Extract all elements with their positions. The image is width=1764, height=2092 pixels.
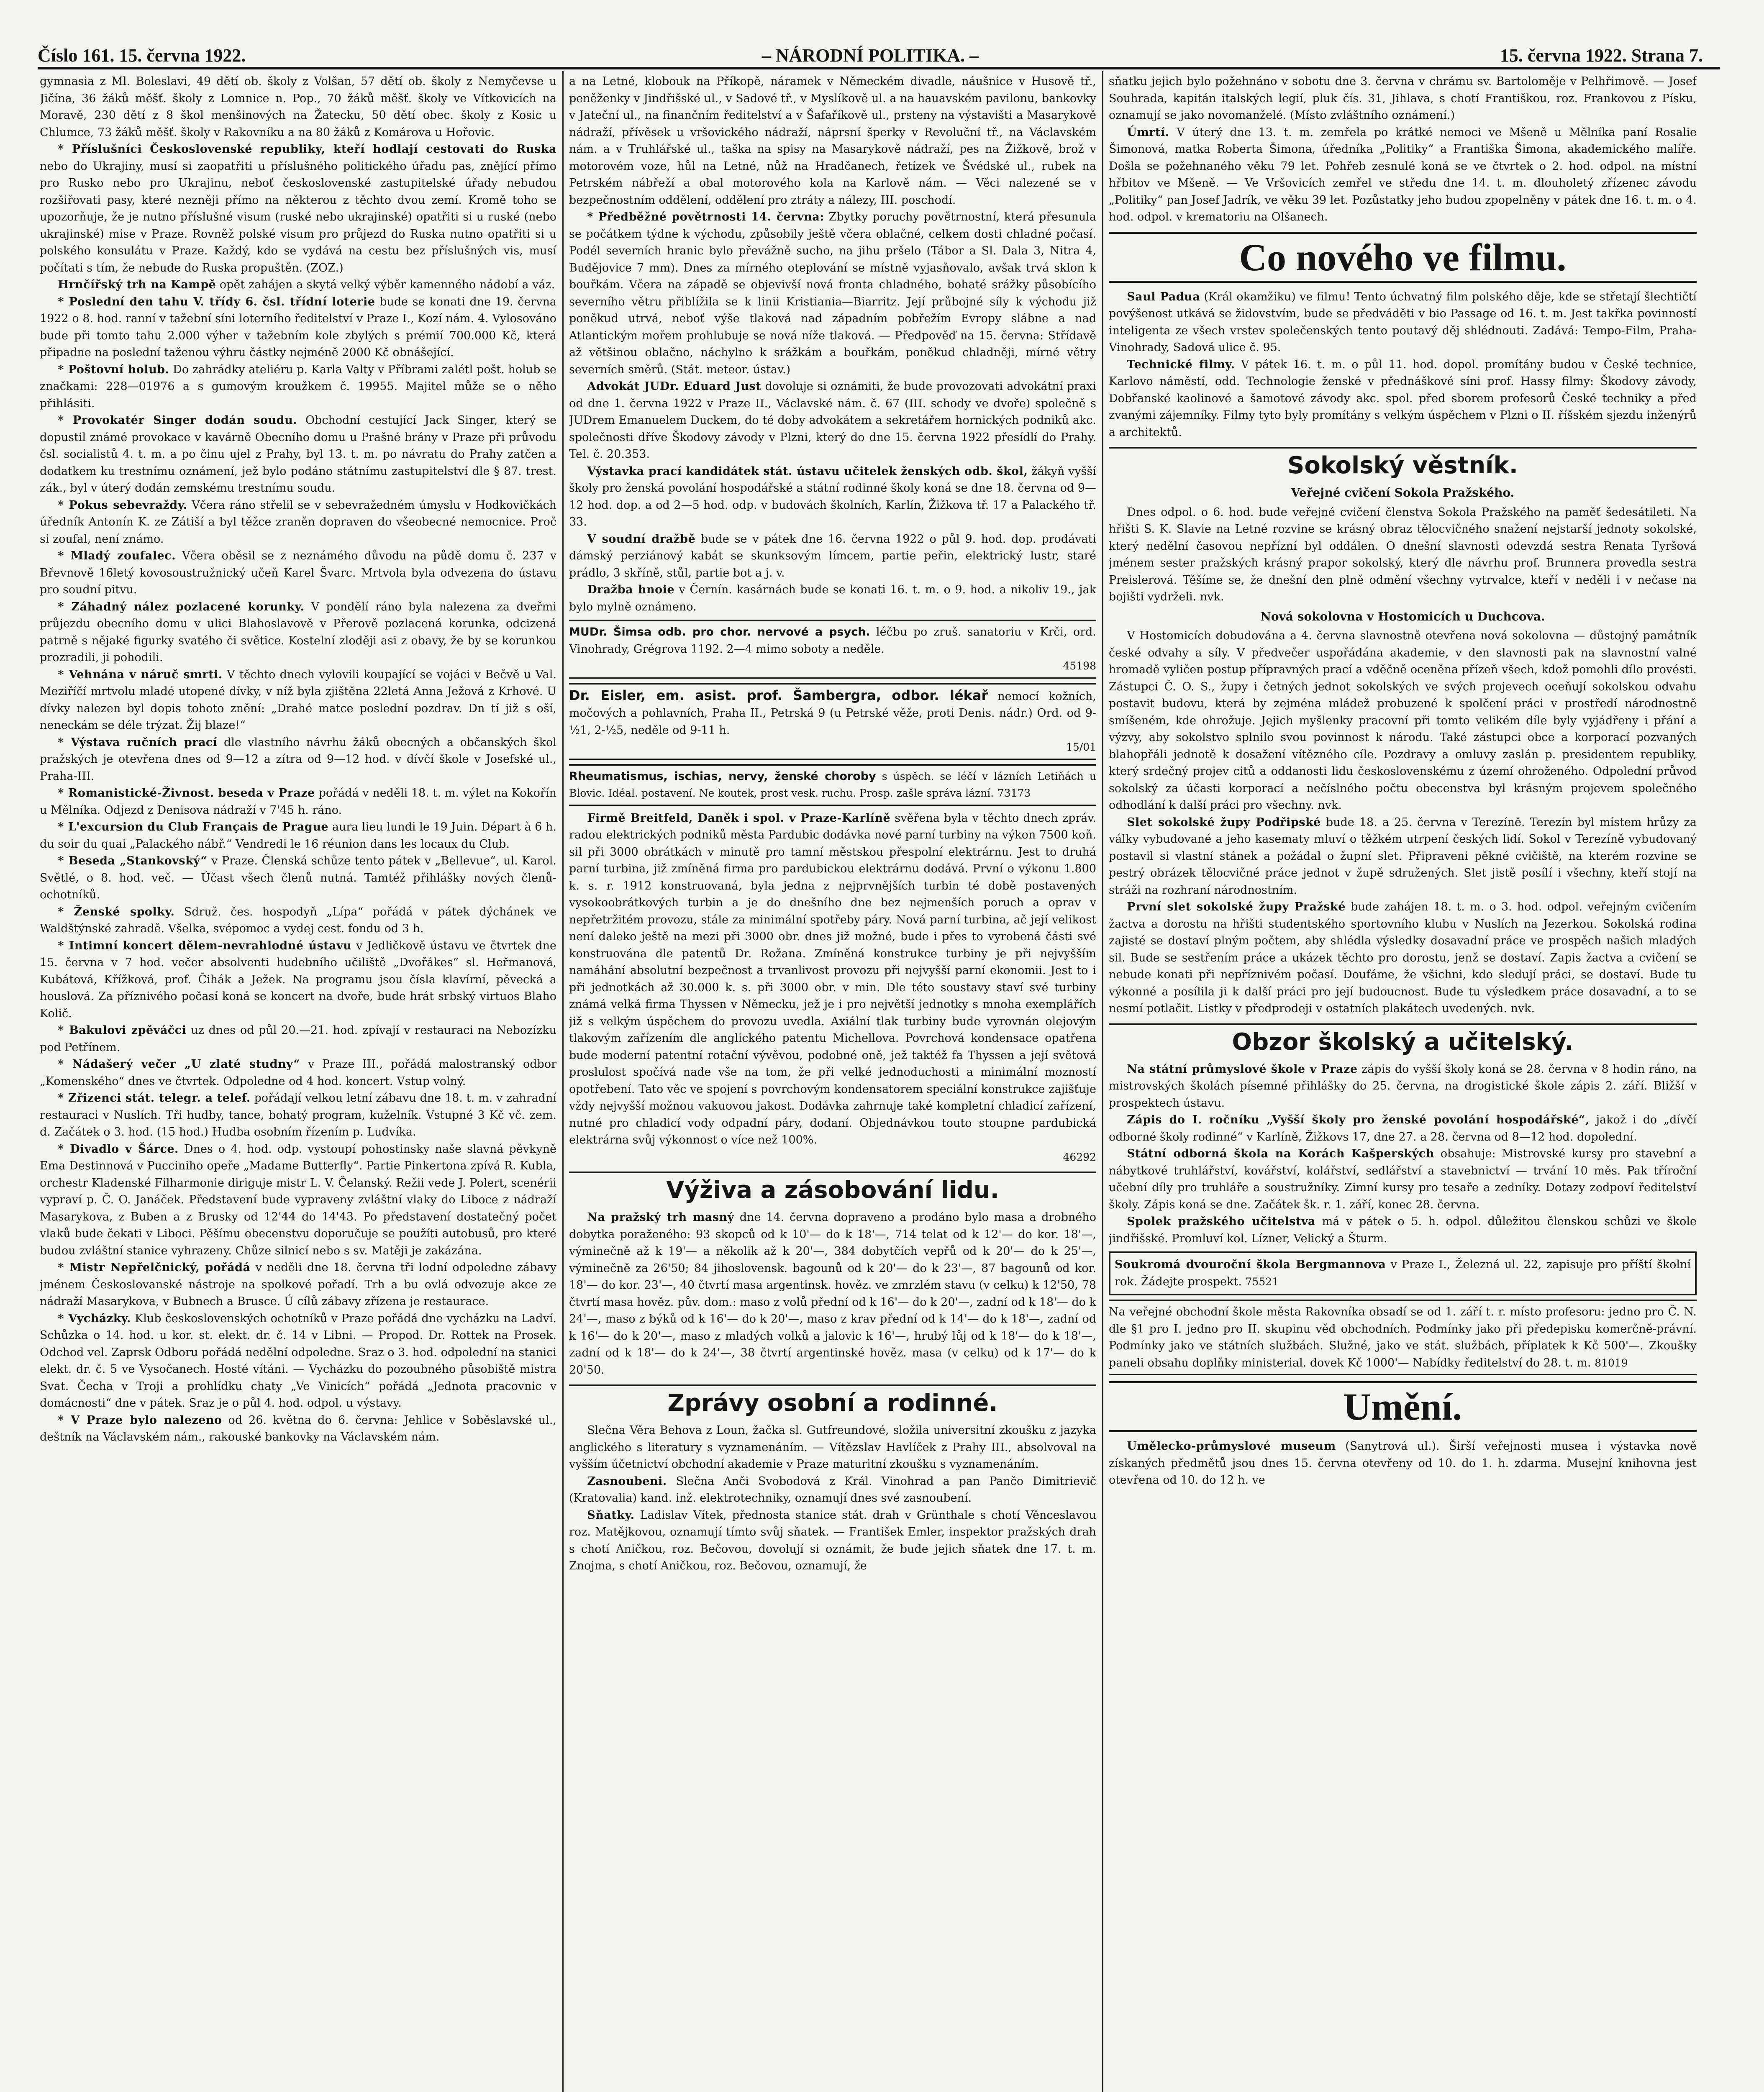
- news-item: Spolek pražského učitelstva má v pátek o 5. h. odpol. důležitou členskou schůzi ve škole jindřišské. Promluví kol. Lízner, Velický a Šturm.: [1109, 1215, 1697, 1245]
- column-1: [40, 73, 556, 2092]
- news-item: * V Praze bylo nalezeno od 26. května do 6. června: Jehlice v Soběslavské ul., deštník na Václavském nám., rakouské bankovky na Václavském nám.: [40, 1413, 556, 1443]
- news-item: Firmě Breitfeld, Daněk i spol. v Praze-Karlíně svěřena byla v těchto dnech zpráv. radou elektrických podniků města Pardubic dodávka nové parní turbiny na výkon 7500 koň. sil při 3000 obrátkách v minutě pro tamní městskou přespolní elektrárnu. Jest to druhá parní turbina, již zmíněná firma pro pardubickou elektrárnu dodává. První o výkonu 1.800 k. s. r. 1912 konstruovaná, byla jedna z nejprvnějších turbin té době postavených vysokoobrátkových turbin a je do dnešního dne bez nejmenších poruch a oprav v nepřetržitém provozu, stále za minimální spotřeby páry. Nová parní turbina, ač její velikost není daleko ještě na mezi při 3000 obr. dnes již možné, bude i přes to vyrobená části své konstruována dle patentů Dr. Rožana. Zmíněná konstrukce turbiny je při nejvyšším namáhání absolutní bezpečnost a trvanlivost provozu při nejvyšší parní ekonomii. Jest to i při jednotkách až 30.000 k. s. při 3000 obr. v min. Dle této soustavy staví své turbiny známá velká firma Thyssen v Německu, jež je i pro největší jednotky s mnoha exemplářích již s velkým úspěchem do provozu uvedla. Axiální tlak turbiny bude vyrovnán olejovým tlakovým zařízením dle anglického patentu Michellova. Povrchová kondensace opatřena bude moderní patentní rotační vývěvou, podobné oně, jež taktéž fa Thyssen a její světová proslulost spočívá nade vše na tom, že při velké jednoduchosti a minimální mozností opotřebení. Tato věc ve spojení s povrchovým kondensatorem speciální konstrukce zajišťuje vždy nejvyšší možnou vakuovou jakost. Dodávka zahrnuje také kompletní chladicí zařízení, nutné pro chladicí vody odpadní páry, dodaní. Objednávkou touto stoupne pardubická elektrárna svůj výkonnost o více než 100%.: [569, 811, 1096, 1146]
- news-item: sňatku jejich bylo požehnáno v sobotu dne 3. června v chrámu sv. Bartoloměje v Pelhřimově. — Josef Souhrada, kapitán italských legií, pluk čís. 31, Jihlava, s chotí Františkou, roz. Frankovou z Písku, oznamují se jako novomanželé. (Místo zvláštního oznámení.): [1109, 75, 1697, 122]
- news-item: Hrnčířský trh na Kampě opět zahájen a skytá velký výběr kamenného nádobí a váz.: [58, 278, 555, 291]
- news-item: gymnasia z Ml. Boleslavi, 49 dětí ob. školy z Volšan, 57 dětí ob. školy z Nemyčevse u Jičína, 36 žáků měšť. školy z Lomnice n. Pop., 70 žáků měšť. školy ve Vítkovicích na Moravě, 230 dětí z 8 škol menšinových na Žatecku, 50 dětí obec. školy z Kosic u Chlumce, 73 žáků měšť. školy v Rakovníku a na 80 žáků z Komárova u Hořovic.: [40, 75, 556, 139]
- news-item: * Mistr Nepřelčnický, pořádá v neděli dne 18. června tři lodní odpoledne zábavy jménem Českoslovanské nástroje na spolkové pořadí. Trh a bu ovlá odvozuje akce ze nádraží Masarykova, v Bubnech a Brusce. Ú cílů zábavy zřízena je restaurace.: [40, 1261, 556, 1308]
- news-item: * Pokus sebevraždy. Včera ráno střelil se v sebevražedném úmyslu v Hodkovičkách úředník Antonín K. ze Zátiší a byl těžce zraněn dopraven do všeobecné nemocnice. Proč si zoufal, není známo.: [40, 498, 556, 546]
- section-heading: Sokolský věstník.: [1109, 447, 1697, 480]
- news-item: a na Letné, klobouk na Příkopě, náramek v Německém divadle, náušnice v Husově tř., peněženky v Jindřišské ul., v Sadové tř., v Myslíkově ul. a na hauavském pavilonu, bankovky v Jateční ul., na finančním ředitelství a v Šafaříkově ul., prsteny na výstavišti a Masarykově nádraží, přívěsek u vršovického nádraží, náprsní šperky v Revoluční tř., na Václavském nám. a v Truhlářské ul., taška na spisy na Masarykově nádraží, pes na Žižkově, brož v motorovém voze, hůl na Letné, nůž na Hradčanech, řetízek ve Švédské ul., rubek na Petrském nábřeží a obal motorového kola na Karlově nám. — Věci nalezené se v bezpečnostním oddělení, oddělení pro ztráty a nálezy, III. poschodí.: [569, 75, 1096, 207]
- notice-lawyer: Advokát JUDr. Eduard Just dovoluje si oznámiti, že bude provozovati advokátní praxi od dne 1. června 1922 v Praze II., Václavské nám. č. 67 (III. schody ve dvoře) společně s JUDrem Emanuelem Duckem, do té doby advokátem a sekretářem hornických podniků akc. společnosti dříve Škodovy závody v Plzni, který do dne 15. června 1922 přesídlí do Prahy. Tel. č. 20.353.: [569, 380, 1096, 461]
- news-item: Slečna Věra Behova z Loun, žačka sl. Gutfreundové, složila universitní zkoušku z jazyka anglického s literatury s vyznamenáním. — Vítězslav Havlíček z Prahy III., absolvoval na vyšším účetnictví obchodní akademie v Praze maturitní zkoušku s vyznamenáním.: [569, 1424, 1096, 1471]
- news-item: Dražba hnoie v Černín. kasárnách bude se konati 16. t. m. o 9. hod. a nikoliv 19., jak bylo mylně oznámeno.: [569, 583, 1096, 613]
- section-heading: Výživa a zásobování lidu.: [569, 1172, 1096, 1205]
- advertisement: MUDr. Šimsa odb. pro chor. nervové a psych. léčbu po zruš. sanatoriu v Krči, ord. Vinohrady, Grégrova 1192. 2—4 mimo soboty a neděle. 45198: [569, 620, 1096, 679]
- advertisement: Na veřejné obchodní škole města Rakovníka obsadí se od 1. září t. r. místo profesoru: jedno pro Č. N. dle §1 pro I. jedno pro II. skupinu věd obchodních. Podmínky jako při předepisku komerčně-právní. Podmínky jako ve státních službách. Služné, jako ve stát. službách, příplatek k Kč 500'—. Zkoušky paneli obsahu doplňky ministerial. dovek Kč 1000'— Nabídky ředitelství do 28. t. m. 81019: [1109, 1300, 1697, 1375]
- news-item: Státní odborná škola na Korách Kašperských obsahuje: Mistrovské kursy pro stavební a nábytkové truhlářství, kovářství, kolářství, sedlářství a stavebnictví — trvání 10 měs. Pak tříroční učební díly pro truhláře a soustružníky. Zimní kursy pro tesaře a zedníky. Dotazy zodpoví ředitelství školy. Zápis koná se dne. Začátek šk. r. 1. září, konec 28. června.: [1109, 1147, 1697, 1211]
- news-item: * L'excursion du Club Français de Prague aura lieu lundi le 19 Juin. Départ à 6 h. du soir du quai „Palackého nábř.“ Vendredi le 16 réunion dans les locaux du Club.: [40, 820, 556, 851]
- weather-report: * Předběžné povětrnosti 14. června: Zbytky poruchy povětrnostní, která přesunula se počátkem týdne k východu, způsobily ještě včera oblačné, celkem dosti chladné počasí. Podél severních hranic bylo převážně sucho, na jihu pršelo (Tábor a Sl. Dala 3, Nitra 4, Budějovice 7 mm). Dnes za mírného oteplování se místně vyjasňovalo, avšak trvá sklon k bouřkám. Včera na západě se objevivší nová fronta chladného, bohaté srážky působícího severního větru přiblížila se k linii Kristiania—Biarritz. Její průbojné síly k východu již poněkud utrvá, neboť výše tlaková nad západním pobřežím Evropy slábne a nad Atlantickým mořem prohlubuje se nová níže tlaková. — Předpověď na 15. června: Střídavě až většinou oblačno, náchylno k srážkám a bouřkám, poněkud chladněji, mírné větry severních směrů. (Stát. meteor. ústav.): [569, 210, 1096, 376]
- news-item: * Divadlo v Šárce. Dnes o 4. hod. odp. vystoupí pohostinsky naše slavná pěvkyně Ema Destinnová v Pucciniho opeře „Madame Butterfly“. Partie Pinkertona zpívá R. Kubla, orchestr Kladenské Filharmonie diriguje mistr L. V. Čelanský. Režii vede J. Polert, scenérii vypraví p. Č. O. Janáček. Představení bude vypraveny zvláštní vlaky do Liboce z nádraží Masarykova, z Buben a z Brusky od 12'44 do 14'43. Po představení dostatečný počet vlaků bude čekati v Liboci. Pěšímu obecenstvu doporučuje se použíti autobusů, pro které budou zvláštní stanice vyhrazeny. Chůze silnicí nebo s sv. Matěji je zakázána.: [40, 1142, 556, 1257]
- news-item: * Provokatér Singer dodán soudu. Obchodní cestující Jack Singer, který se dopustil známé provokace v kavárně Obecního domu u Prašné brány v Praze při průvodu čsl. socialistů 4. t. m. a po činu ujel z Prahy, byl 13. t. m. po návratu do Prahy zatčen a dodatkem ku trestnímu oznámení, jež bylo podáno státnímu zastupitelství dle § 87. trest. zák., byl v úterý dodán zemskému trestnímu soudu.: [40, 414, 556, 495]
- news-item: V soudní dražbě bude se v pátek dne 16. června 1922 o půl 9. hod. dop. prodávati dámský perziánový kabát se skunksovým límcem, partie peřin, elektrický lustr, staré prádlo, 3 skříně, stůl, partie bot a j. v.: [569, 532, 1096, 579]
- news-item: * Vycházky. Klub československých ochotníků v Praze pořádá dne vycházku na Ladví. Schůzka o 14. hod. u kor. st. elekt. dr. č. 14 v Libni. — Propod. Dr. Rottek na Prosek. Odchod vel. Zaprsk Odboru pořádá nedělní odpoledne. Sraz o 3. hod. odpolední na stanici elekt. dr. č. 5 ve Vysočanech. Hosté vítáni. — Vycházku do pozoubného působiště mistra Svat. Čecha v Troji a prohlídku chaty „Ve Vinicích“ pořádá „Jednota pracovnic v domácnosti“ dne v pátek. Sraz je o půl 4. hod. odpol. u výstavy.: [40, 1312, 556, 1410]
- news-item: Technické filmy. V pátek 16. t. m. o půl 11. hod. dopol. promítány budou v České technice, Karlovo náměstí, odd. Technologie ženské v přednáškové síni prof. Hassy filmy: Škodovy závody, Dobřanské kaolinové a šamotové závody akc. spol. před sborem profesorů České techniky a před zvanými zájemníky. Filmy tyto byly promítány s velkým úspěchem v Plzni o II. říšském sjezdu inženýrů a architektů.: [1109, 358, 1697, 439]
- issue-number-date: Číslo 161. 15. června 1922.: [38, 45, 246, 66]
- news-item: * Příslušníci Československé republiky, kteří hodlají cestovati do Ruska nebo do Ukrajiny, musí si zaopatřiti u příslušného politického úřadu pas, znějící přímo pro Rusko nebo pro Ukrajinu, neboť československé zastupitelské úřady nebudou rozšiřovati pasy, které nezněji přímo na některou z těchto dvou zemí. Kromě toho se upozorňuje, že je nutno příslušné visum (ruské nebo ukrajinské) opatřiti si u ruské (nebo ukrajinské) mise v Praze. Rovněž polské visum pro průjezd do Ruska nutno opatřiti si u polského konsulátu v Praze. Každý, kdo se vydává na cestu bez příslušných vis, musí počítati s tím, že nebude do Ruska propuštěn. (ZOZ.): [40, 143, 556, 274]
- news-item: * Intimní koncert dělem-nevrahlodné ústavu v Jedličkově ústavu ve čtvrtek dne 15. června v 7 hod. večer absolventi hudebního učiliště „Dvořákes“ sl. Heřmanová, Kubátová, Křížková, prof. Čihák a Ježek. Na programu jsou čísla klavírní, pěvecká a houslová. Za příznivého počasí koná se koncert na dvoře, bude hrát srbský virtuos Blaho Količ.: [40, 939, 556, 1020]
- news-item: * Vehnána v náruč smrti. V těchto dnech vylovili koupající se vojáci v Bečvě u Val. Meziříčí mrtvolu mladé utopené dívky, v níž byla zjištěna 22letá Anna Ježová z Krhové. U dívky nalezen byl dopis tohoto znění: „Drahé matce poslední pozdrav. Dn tí již s oší, neneckám se déle trýzat. Žij blaze!“: [40, 668, 556, 732]
- news-item: * Záhadný nález pozlacené korunky. V pondělí ráno byla nalezena za dveřmi průjezdu obecního domu v ulici Blahoslavově v Přerově pozlacená korunka, odcizená patrně s nějaké figurky svatého či světice. Kostelní zloději asi z obavy, že by se korunkou prozradili, ji pohodili.: [40, 600, 556, 664]
- section-heading: Co nového ve filmu.: [1109, 232, 1697, 283]
- advertisement: Rheumatismus, ischias, nervy, ženské choroby s úspěch. se léčí v lázních Letiňách u Blovic. Idéal. postavení. Ne koutek, prost vesk. ruchu. Prosp. zašle správa lázní. 73173: [569, 764, 1096, 806]
- advertisement: Dr. Eisler, em. asist. prof. Šambergra, odbor. lékař nemocí kožních, močových a pohlavních, Praha II., Petrská 9 (u Petrské věže, proti Denis. nádr.) Ord. od 9-½1, 2-½5, neděle od 9-11 h. 15/01: [569, 683, 1096, 760]
- news-item: * Poslední den tahu V. třídy 6. čsl. třídní loterie bude se konati dne 19. června 1922 o 8. hod. ranní v tažební síni loterního ředitelství v Praze I., Kozí nám. 4. Vylosováno bude při tomto tahu 2.000 výher v tažebním kole zbylých s prémií 700.000 Kč, která připadne na poslední taženou výhru částky nejméně 2000 Kč obnášející.: [40, 295, 556, 359]
- news-item: Úmrtí. V úterý dne 13. t. m. zemřela po krátké nemoci ve Mšeně u Mělníka paní Rosalie Šimonová, matka Roberta Šimona, úředníka „Politiky“ a Františka Šimona, akademického malíře. Došla se požehnaného věku 79 let. Pohřeb zesnulé koná se ve čtvrtek o 2. hod. odpol. na místní hřbitov ve Mšeně. — Ve Vršovicích zemřel ve středu dne 14. t. m. dlouholetý zřízenec závodu „Politiky“ pan Josef Jadrík, ve věku 39 let. Pozůstatky jeho budou zpopelněny v pátek dne 16. t. m. o 4. hod. odpol. v krematoriu na Olšanech.: [1109, 126, 1697, 223]
- section-heading: Zprávy osobní a rodinné.: [569, 1384, 1096, 1418]
- news-item: * Bakulovi zpěváčci uz dnes od půl 20.—21. hod. zpívají v restauraci na Nebozízku pod Petřínem.: [40, 1024, 556, 1054]
- news-item: Sňatky. Ladislav Vítek, přednosta stanice stát. drah v Grünthale s chotí Věnceslavou roz. Matějkovou, oznamují tímto svůj sňatek. — František Emler, inspektor pražských drah s chotí Aničkou, roz. Bečovou, dovolují si oznámit, že bude jejich sňatek dne 17. t. m. Znojma, s chotí Aničkou, roz. Bečovou, oznamují, že: [569, 1508, 1096, 1572]
- news-item: Saul Padua (Král okamžiku) ve filmu! Tento úchvatný film polského děje, kde se střetají šlechtičtí povýšenost utkává se židovstvím, bude se předváděti v bio Passage od 16. t. m. Jest takřka povinností inteligenta ze všech vrstev společenských tento poutavý děj shlédnouti. Zadává: Tempo-Film, Praha-Vinohrady, Sadová ulice č. 95.: [1109, 290, 1697, 354]
- news-item: * Poštovní holub. Do zahrádky ateliéru p. Karla Valty v Příbrami zalétl pošt. holub se značkami: 228—01976 a s gumovým kroužkem č. 19955. Majitel může se o něho přihlásiti.: [40, 363, 556, 410]
- date-page-number: 15. června 1922. Strana 7.: [1500, 45, 1703, 66]
- section-heading: Obzor školský a učitelský.: [1109, 1023, 1697, 1057]
- news-item: První slet sokolské župy Pražské bude zahájen 18. t. m. o 3. hod. odpol. veřejným cvičením žactva a dorostu na hřišti studentského sportovního klubu v Nuslích na Jezerkou. Sokolská rodina zajisté se dostaví plným počtem, aby shlédla výsledky dosavadní práce ve prospěch našich mladých sil. Bude se sestřením práce a ukázek těchto pro dorostu, jenž se dostaví. Zapis žactva a cvičení se nebude konati při nepříznivém počasí. Doufáme, že všichni, kdo sledují práci, se dostaví. Bude tu výkonné a posílila ji k další práci pro její budoucnost. Bude tu výsledkem práce dosavadní, a to se nesmí potlačit. Listky v předprodeji v ostatních plakátech uvedených. nvk.: [1109, 900, 1697, 1015]
- item-number: 46292: [1063, 1151, 1096, 1163]
- news-item: * Výstava ručních prací dle vlastního návrhu žáků obecných a občanských škol pražských je otevřena dnes od 9—12 a zítra od 9—12 hod. v dívčí škole v Josefské ul., Praha-III.: [40, 736, 556, 783]
- news-item: Zápis do I. ročníku „Vyšší školy pro ženské povolání hospodářské“, jakož i do „dívčí odborné školy rodinné“ v Karlíně, Žižkovs 17, dne 27. a 28. června od 8—12 hod. dopolední.: [1109, 1113, 1697, 1143]
- column-divider: [562, 71, 564, 2092]
- column-2: [569, 73, 1096, 2092]
- news-item: * Beseda „Stankovský“ v Praze. Členská schůze tento pátek v „Bellevue“, ul. Karol. Světlé, o 8. hod. več. — Účast všech členů nutná. Tamtéž přihlášky nových členů-ochotníků.: [40, 854, 556, 901]
- news-item: V Hostomicích dobudována a 4. června slavnostně otevřena nová sokolovna — důstojný památník české odvahy a síly. V předvečer uspořádána akademie, v den slavnosti pak na slavnostní valné hromadě vyličen postup přípravných prací a vděčně oceněna přízeň všech, kdož pomohli dílo provésti. Zástupci Č. O. S., župy i četných jednot sokolských ve svých projevech oceňují sokolskou odvahu postavit budovu, která by zejména mládež probuzené k spolčení práci v prostředí národnostně smíšeném, kde ohrožuje. Jejich myšlenky pracovní při tomto velikém díle byly vyjádřeny i přání a výzvy, aby sokolstvo splnilo svou povinnost k národu. Také zástupci obce a korporací pozvaných blahopřáli jednotě k dosažení vítězného cíle. Pozdravy a omluvy zaslán p. presidentem republiky, který srdečný projev citů a oddanosti lidu československému z území ohroženého. Odpolední průvod sokolský za účasti korporací a nečíslného počtu obecenstva byl krásným projevem společného odhodlání k další práci pro všechny. nvk.: [1109, 629, 1697, 812]
- section-heading: Umění.: [1109, 1381, 1697, 1432]
- news-item: Umělecko-průmyslové museum (Sanytrová ul.). Širší veřejnosti musea i výstavka nově získaných předmětů jsou dnes 15. června otevřeny od 10. do 1. h. zdarma. Musejní knihovna jest otevřena od 10. do 12 h. ve: [1109, 1440, 1697, 1487]
- news-item: * Zřizenci stát. telegr. a telef. pořádají velkou letní zábavu dne 18. t. m. v zahradní restauraci v Nuslích. Tři hudby, tance, bohatý program, kuželník. Vstupné 3 Kč vč. zem. d. Začátek o 3. hod. (15 hod.) Hudba osobním řízením p. Ludvíka.: [40, 1092, 556, 1138]
- news-item: Výstavka prací kandidátek stát. ústavu učitelek ženských odb. škol, žákyň vyšší školy pro ženská povolání hospodářské a státní rodinné školy koná se dne 18. června od 9—12 hod. dop. a od 2—5 hod. odp. v budovách školních, Karlín, Žižkova tř. 17 a Palackého tř. 33.: [569, 464, 1096, 528]
- header-rule: [38, 67, 1720, 69]
- news-item: * Nádašerý večer „U zlaté studny“ v Praze III., pořádá malostranský odbor „Komenského“ dnes ve čtvrtek. Odpoledne od 4 hod. koncert. Vstup volný.: [40, 1058, 556, 1088]
- news-item: Na pražský trh masný dne 14. června dopraveno a prodáno bylo masa a drobného dobytka poraženého: 93 skopců od k 10'— do k 18'—, 714 telat od k 12'— do kor. 18'—, výminečně až k 19'— a několik až k 20'—, 384 dobytčích vepřů od k 20'— do k 25'—, výminečně za 26'50; 84 jihoslovensk. bagounů od k 20'— do k 23'—, 87 bagounů od kor. 18'— do kor. 23'—, 40 čtvrtí masa argentinsk. hověz. ve zmrzlém stavu (v celku) k 12'50, 78 čtvrtí masa hověz. pův. dom.: maso z volů přední od k 16'— do k 20'—, zadní od k 18'— do k 24'—, maso z býků od k 16'— do k 20'—, maso z krav přední od k 14'— do k 18'—, zadní od k 16'— do k 20'—, maso z mladých volků a jalovic k 16'—, hrubý lůj od k 18'— do k 18'—, zadní od k 18'— do k 24'—, 38 čtvrtí argentinské hověz. masa (v celku) od k 17'— do k 20'50.: [569, 1211, 1096, 1377]
- subheading: Nová sokolovna v Hostomicích u Duchcova.: [1260, 609, 1545, 623]
- column-3: [1109, 73, 1697, 2092]
- page-header: [38, 46, 1703, 65]
- news-item: Slet sokolské župy Podřipské bude 18. a 25. června v Terezíně. Terezín byl místem hrůzy za války vybudované a jeho kasematy mluví o těžkém utrpení českých lidí. Sokol v Terezíně vybudovaný postavil si vlastní stánek a požádal o župní slet. Připraveni pěkné cvičiště, na kterém rozvine se pestrý obrázek tělocvičné práce jednot v župě sdružených. Slet jistě posílí i všechny, kteří stojí na stráži na rozhraní národnostním.: [1109, 815, 1697, 897]
- news-item: * Mladý zoufalec. Včera oběsil se z neznámého důvodu na půdě domu č. 237 v Břevnově 16letý kovosoustružnický učeň Karel Švarc. Mrtvola byla odvezena do ústavu pro soudní pitvu.: [40, 549, 556, 596]
- news-item: * Ženské spolky. Sdruž. čes. hospodyň „Lípa“ pořádá v pátek dýchánek ve Waldštýnské zahradě. Všelka, svépomoc a vydej cest. fondu od 3 h.: [40, 905, 556, 935]
- subheading: Veřejné cvičení Sokola Pražského.: [1291, 486, 1515, 500]
- column-divider: [1102, 71, 1103, 2092]
- news-item: Zasnoubeni. Slečna Anči Svobodová z Král. Vinohrad a pan Pančo Dimitrievič (Kratovalia) kand. inž. elektrotechniky, oznamují dnes své zasnoubení.: [569, 1474, 1096, 1505]
- news-item: * Romanistické-Živnost. beseda v Praze pořádá v neděli 18. t. m. výlet na Kokořín u Mělníka. Odjezd z Denisova nádraží v 7'45 h. ráno.: [40, 787, 556, 817]
- advertisement: Soukromá dvouroční škola Bergmannova v Praze I., Železná ul. 22, zapisuje pro příští školní rok. Žádejte prospekt. 75521: [1109, 1251, 1697, 1295]
- news-item: Na státní průmyslové škole v Praze zápis do vyšší školy koná se 28. června v 8 hodin ráno, na mistrovských školách písemné přihlášky do 25. června, na drogistické škole zápis 2. září. Bližší v prospektech ústavu.: [1109, 1062, 1697, 1110]
- news-item: Dnes odpol. o 6. hod. bude veřejné cvičení členstva Sokola Pražského na paměť šedesátileti. Na hřišti S. K. Slavie na Letné rozvine se krásný obraz tělocvičného snažení nejstarší jednoty sokolské, který nedělní časovou nepřízní byl oddálen. O dnešní slavnosti odevzdá sestra Renata Tyršová jménem sester pražských krásný prapor sokolský, který dle návrhu prof. Brunnera provedla sestra Preislerová. Těšíme se, že dnešní den plně odmění všechny vytrvalce, kteří v neděli i v nečase na bojišti vydrželi. nvk.: [1109, 505, 1697, 603]
- masthead-title: – NÁRODNÍ POLITIKA. –: [761, 45, 979, 66]
